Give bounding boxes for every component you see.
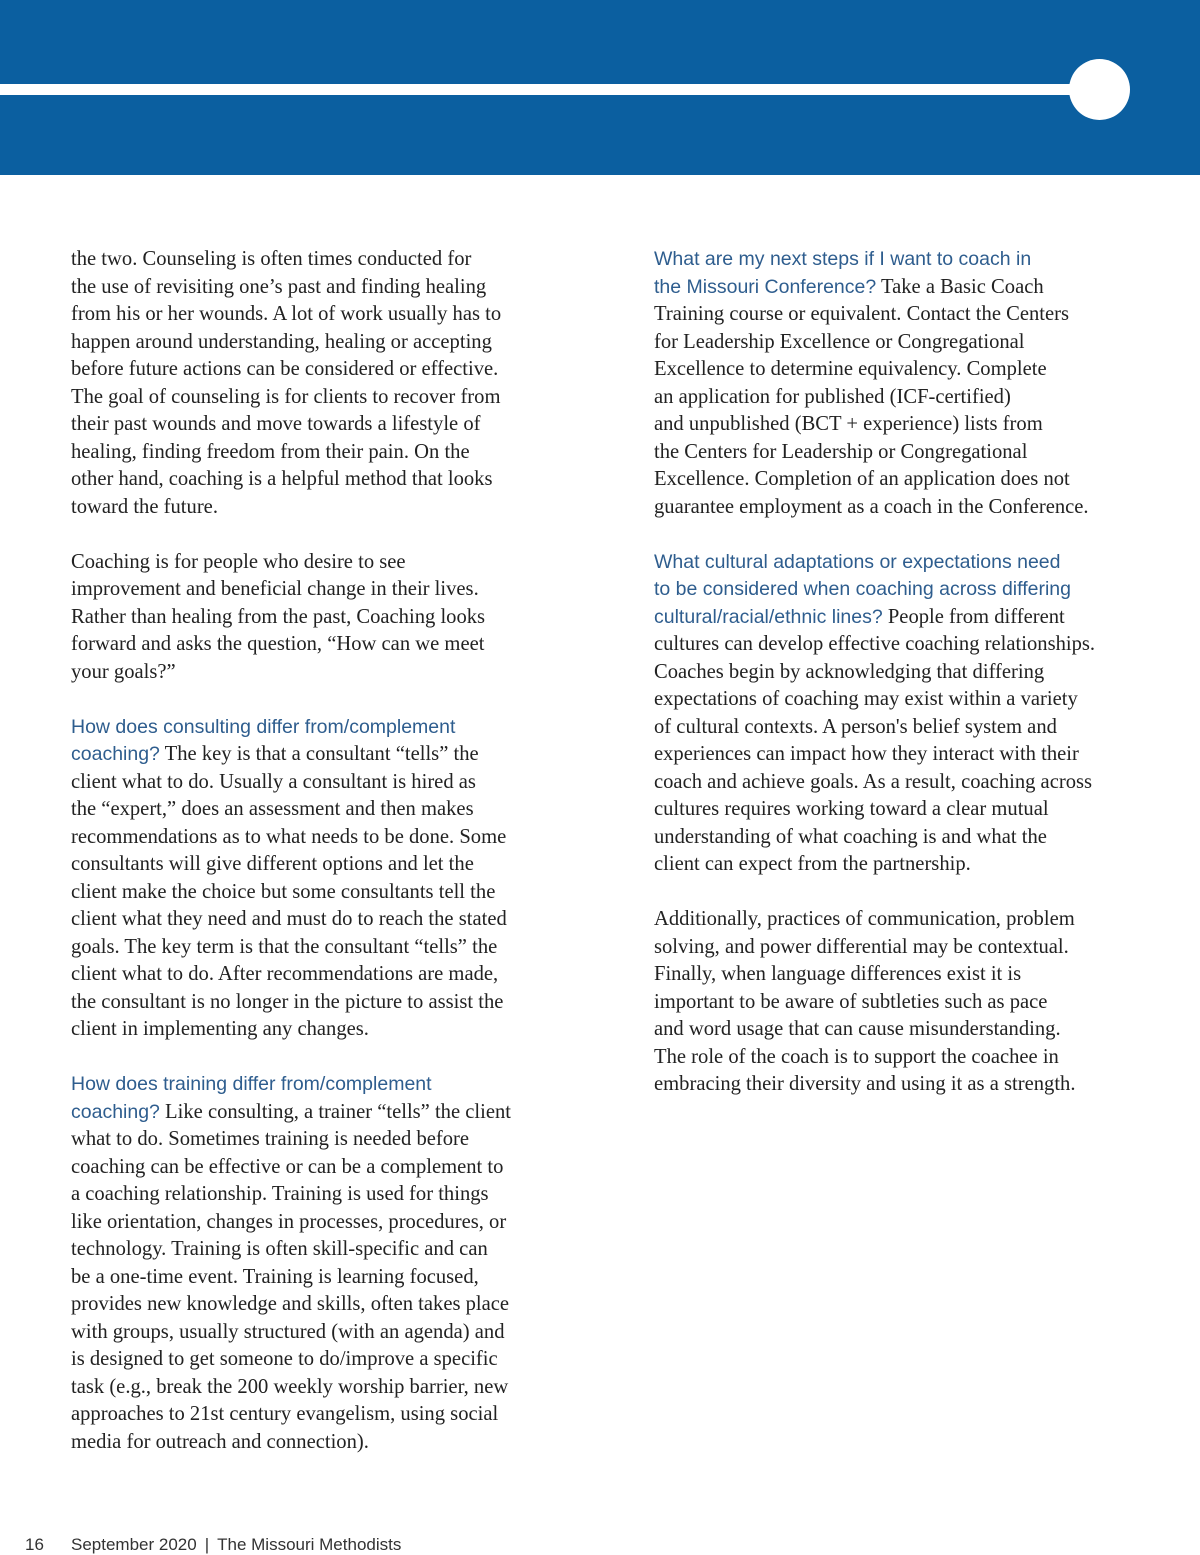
text-line: technology. Training is often skill-specific and can [71,1238,488,1260]
text-line: recommendations as to what needs to be done. Some [71,825,507,848]
page-number: 16 [25,1535,44,1554]
text-line: their past wounds and move towards a lifestyle of [71,413,481,435]
text-line: what to do. Sometimes training is needed before [71,1128,470,1150]
question-heading: How does training differ from/complement [71,1073,432,1095]
text-line: Excellence. Completion of an application does not [654,468,1070,490]
text-line: The goal of counseling is for clients to recover from [71,385,501,408]
header-banner [0,0,1200,175]
answer-text: Take a Basic Coach [876,275,1044,298]
text-line: consultants will give different options and let the [71,853,474,875]
text-line [654,604,1139,632]
text-line: The role of the coach is to support the coachee in [654,1045,1059,1068]
text-line: cultures requires working toward a clear mutual [654,798,1049,820]
text-line [71,741,556,769]
publication-name: The Missouri Methodists [217,1535,402,1554]
text-line: the two. Counseling is often times conducted for [71,248,472,270]
text-line: for Leadership Excellence or Congregational [654,330,1025,353]
text-line: an application for published (ICF-certified) [654,385,1011,408]
text-line: Excellence to determine equivalency. Complete [654,358,1047,380]
text-line: be a one-time event. Training is learning focused, [71,1265,479,1288]
text-line: toward the future. [71,495,218,518]
banner-rule [0,84,1090,95]
left-column [71,246,556,1484]
text-line: guarantee employment as a coach in the Conference. [654,495,1089,518]
text-line: cultures can develop effective coaching relationships. [654,633,1096,655]
text-line: coach and achieve goals. As a result, coaching across [654,770,1093,793]
text-line: experiences can impact how they interact with their [654,743,1079,765]
text-line: happen around understanding, healing or accepting [71,330,492,353]
text-line: client what they need and must do to reach the stated [71,908,507,930]
question-heading: the Missouri Conference? [654,275,877,298]
text-line: of cultural contexts. A person's belief system and [654,715,1057,738]
text-line: client make the choice but some consultants tell the [71,880,496,903]
paragraph-additionally [654,906,1139,1099]
text-line: and unpublished (BCT + experience) lists from [654,413,1043,435]
text-line: Training course or equivalent. Contact the Centers [654,303,1070,325]
text-line: your goals?” [71,660,176,683]
issue-date: September 2020 [71,1535,197,1554]
paragraph-training [71,1071,556,1456]
text-line: improvement and beneficial change in their lives. [71,578,479,600]
text-line: the consultant is no longer in the picture to assist the [71,990,504,1013]
paragraph-next-steps [654,246,1139,521]
answer-text: Like consulting, a trainer “tells” the client [159,1100,512,1123]
paragraph-cultural [654,549,1139,879]
page-footer [25,1535,401,1555]
text-line: Rather than healing from the past, Coaching looks [71,605,486,628]
text-line: is designed to get someone to do/improve a specific [71,1348,498,1370]
banner-dot-circle [1069,59,1130,120]
answer-text: The key is that a consultant “tells” the [159,743,479,765]
text-line: Additionally, practices of communication, problem [654,908,1075,930]
text-line: Coaching is for people who desire to see [71,550,406,573]
text-line: a coaching relationship. Training is used for things [71,1183,489,1205]
text-line [71,1099,556,1127]
question-heading: How does consulting differ from/complement [71,715,456,738]
text-line: Coaches begin by acknowledging that differing [654,660,1045,683]
text-line: media for outreach and connection). [71,1430,369,1453]
footer-separator: | [204,1535,210,1554]
text-line: solving, and power differential may be contextual. [654,935,1069,958]
paragraph-consulting [71,714,556,1044]
text-line: provides new knowledge and skills, often takes place [71,1293,510,1315]
right-column [654,246,1139,1126]
text-line: and word usage that can cause misunderstanding. [654,1018,1061,1040]
text-line: important to be aware of subtleties such as pace [654,990,1048,1013]
text-line: embracing their diversity and using it as a strength. [654,1073,1076,1095]
text-line: Finally, when language differences exist it is [654,963,1022,985]
text-line: the use of revisiting one’s past and finding healing [71,275,487,298]
text-line: before future actions can be considered or effective. [71,358,499,380]
text-line: other hand, coaching is a helpful method that looks [71,468,493,490]
text-line: the Centers for Leadership or Congregational [654,440,1028,463]
paragraph-coaching [71,549,556,687]
text-line: client what to do. After recommendations are made, [71,963,499,985]
question-heading: What are my next steps if I want to coach in [654,248,1032,270]
text-line: with groups, usually structured (with an agenda) and [71,1320,505,1343]
text-line: like orientation, changes in processes, procedures, or [71,1210,507,1233]
text-line: approaches to 21st century evangelism, using social [71,1403,499,1425]
text-line: from his or her wounds. A lot of work usually has to [71,303,502,325]
text-line: healing, finding freedom from their pain. On the [71,440,470,463]
text-line: task (e.g., break the 200 weekly worship barrier, new [71,1375,509,1398]
text-line: client in implementing any changes. [71,1018,369,1040]
paragraph-counseling [71,246,556,521]
text-line: coaching can be effective or can be a complement to [71,1155,504,1178]
question-heading: coaching? [71,743,160,765]
text-line: expectations of coaching may exist within a variety [654,688,1078,710]
text-line: client can expect from the partnership. [654,853,971,875]
question-heading: coaching? [71,1100,160,1123]
question-heading: What cultural adaptations or expectations need [654,550,1061,573]
text-line: understanding of what coaching is and what the [654,825,1047,848]
answer-text: People from different [882,605,1065,628]
question-heading: to be considered when coaching across differing [654,578,1071,600]
text-line: the “expert,” does an assessment and then makes [71,798,474,820]
text-line [654,274,1139,302]
text-line: forward and asks the question, “How can we meet [71,633,485,655]
text-line: goals. The key term is that the consultant “tells” the [71,935,498,958]
question-heading: cultural/racial/ethnic lines? [654,605,883,628]
text-line: client what to do. Usually a consultant is hired as [71,770,476,793]
